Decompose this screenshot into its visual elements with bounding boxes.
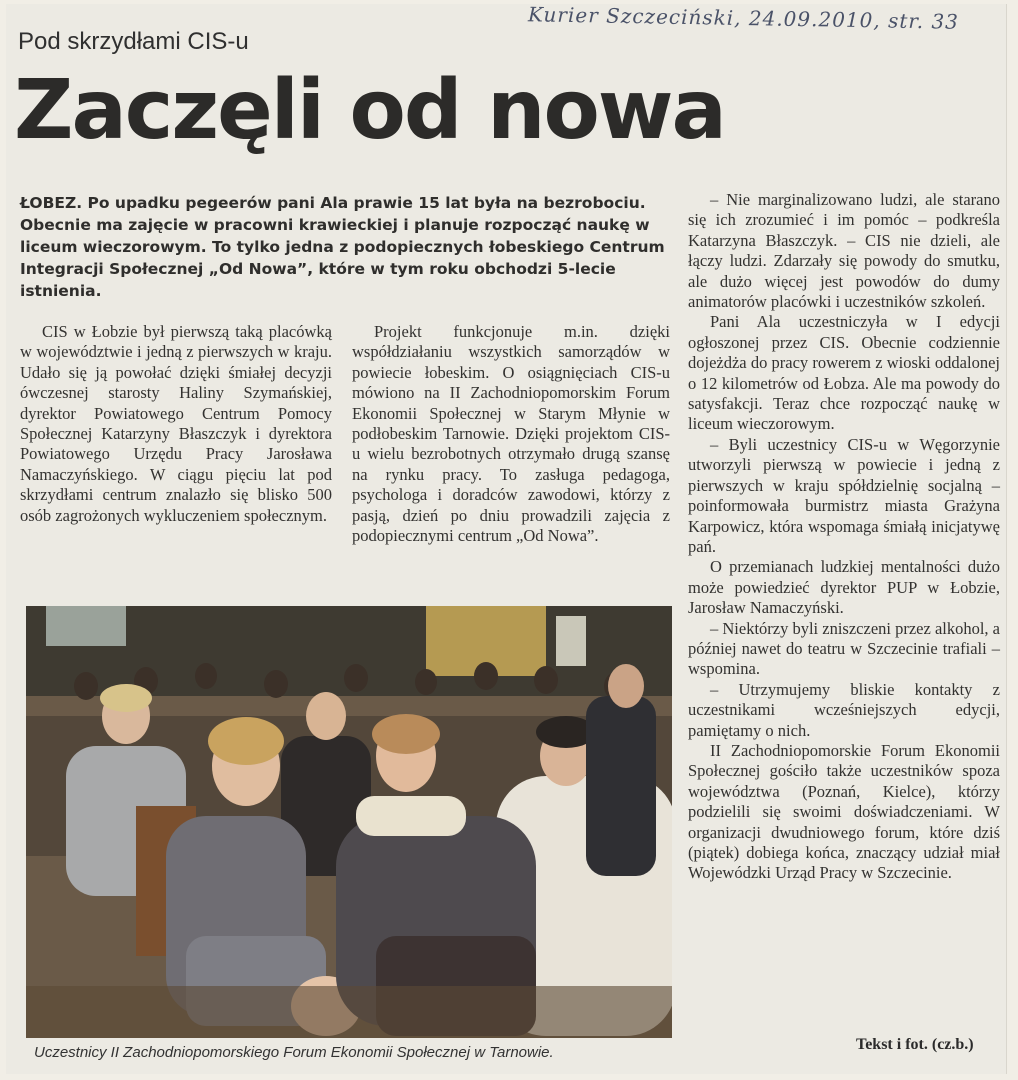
author-credit: Tekst i fot. (cz.b.): [856, 1036, 974, 1053]
column-3-paragraph: Pani Ala uczestniczyła w I edycji ogłoszonej przez CIS. Obecnie codziennie dojeżdża do pracy rowerem z wioski oddalonej o 12 kilometrów od Łobza. Ale ma powody do satysfakcji. Teraz chce rozpocząć naukę w liceum wieczorowym.: [688, 312, 1000, 434]
headline: Zaczęli od nowa: [14, 63, 725, 158]
article-column-2: [352, 322, 670, 546]
column-1-text: CIS w Łobzie był pierwszą taką placówką w województwie i jedną z pierwszych w kraju. Udało się ją powołać dzięki śmiałej decyzji ówczesnej starosty Haliny Szymańskiej, dyrektor Powiatowego Centrum Pomocy Społecznej Katarzyny Błaszczyk i dyrektora Powiatowego Urzędu Pracy Jarosława Namaczyńskiego. W ciągu pięciu lat pod skrzydłami centrum znalazło się blisko 500 osób zagrożonych wykluczeniem społecznym.: [20, 322, 332, 525]
article-column-3: [688, 190, 1000, 884]
handwritten-source-note: Kurier Szczeciński, 24.09.2010, str. 33: [527, 2, 960, 34]
lead-paragraph: [20, 192, 665, 302]
audience-photo-illustration: [26, 606, 672, 1038]
lead-place: ŁOBEZ.: [20, 194, 83, 212]
column-2-text: Projekt funkcjonuje m.in. dzięki współdziałaniu wszystkich samorządów w powiecie łobeskim. O osiągnięciach CIS-u mówiono na II Zachodniopomorskim Forum Ekonomii Społecznej w Starym Młynie w podłobeskim Tarnowie. Dzięki projektom CIS-u wielu bezrobotnych otrzymało drugą szansę na rynku pracy. To zasługa pedagoga, psychologa i doradców zawodowi, którzy z pasją, dzień po dniu prowadzili zajęcia z podopiecznymi centrum „Od Nowa”.: [352, 322, 670, 546]
section-kicker: Pod skrzydłami CIS-u: [18, 28, 249, 55]
lead-text: Po upadku pegeerów pani Ala prawie 15 lat była na bezrobociu. Obecnie ma zajęcie w pracowni krawieckiej i planuje rozpocząć naukę w liceum wieczorowym. To tylko jedna z podopiecznych łobeskiego Centrum Integracji Społecznej „Od Nowa”, które w tym roku obchodzi 5-lecie istnienia.: [20, 194, 665, 300]
column-3-paragraph: O przemianach ludzkiej mentalności dużo może powiedzieć dyrektor PUP w Łobzie, Jarosław Namaczyński.: [688, 557, 1000, 618]
column-3-paragraph: II Zachodniopomorskie Forum Ekonomii Społecznej gościło także uczestników spoza województwa (Poznań, Kielce), którzy podzielili się swoimi doświadczeniami. W organizacji dwudniowego forum, które dziś (piątek) dobiega końca, znaczący udział miał Wojewódzki Urząd Pracy w Szczecinie.: [688, 740, 1000, 883]
photo-caption: Uczestnicy II Zachodniopomorskiego Forum Ekonomii Społecznej w Tarnowie.: [34, 1044, 554, 1061]
column-3-paragraph: – Nie marginalizowano ludzi, ale starano się ich zrozumieć i im pomóc – podkreśla Katarzyna Błaszczyk. – CIS nie dzieli, ale łączy ludzi. Zdarzały się powody do smutku, ale dużo więcej jest powodów do dumy animatorów placówki i uczestników szkoleń.: [688, 190, 1000, 312]
column-3-paragraph: – Byli uczestnicy CIS-u w Węgorzynie utworzyli pierwszą w powiecie i jedną z pierwszych w kraju spółdzielnię socjalną – poinformowała burmistrz miasta Grażyna Karpowicz, która wspomaga śmiałą inicjatywę pań.: [688, 434, 1000, 556]
column-3-paragraph: – Niektórzy byli zniszczeni przez alkohol, a później nawet do teatru w Szczecinie trafiali – wspomina.: [688, 618, 1001, 679]
column-3-paragraph: – Utrzymujemy bliskie kontakty z uczestnikami wcześniejszych edycji, pamiętamy o nich.: [688, 679, 1000, 740]
article-photo: [26, 606, 672, 1038]
article-column-1: [20, 322, 332, 526]
